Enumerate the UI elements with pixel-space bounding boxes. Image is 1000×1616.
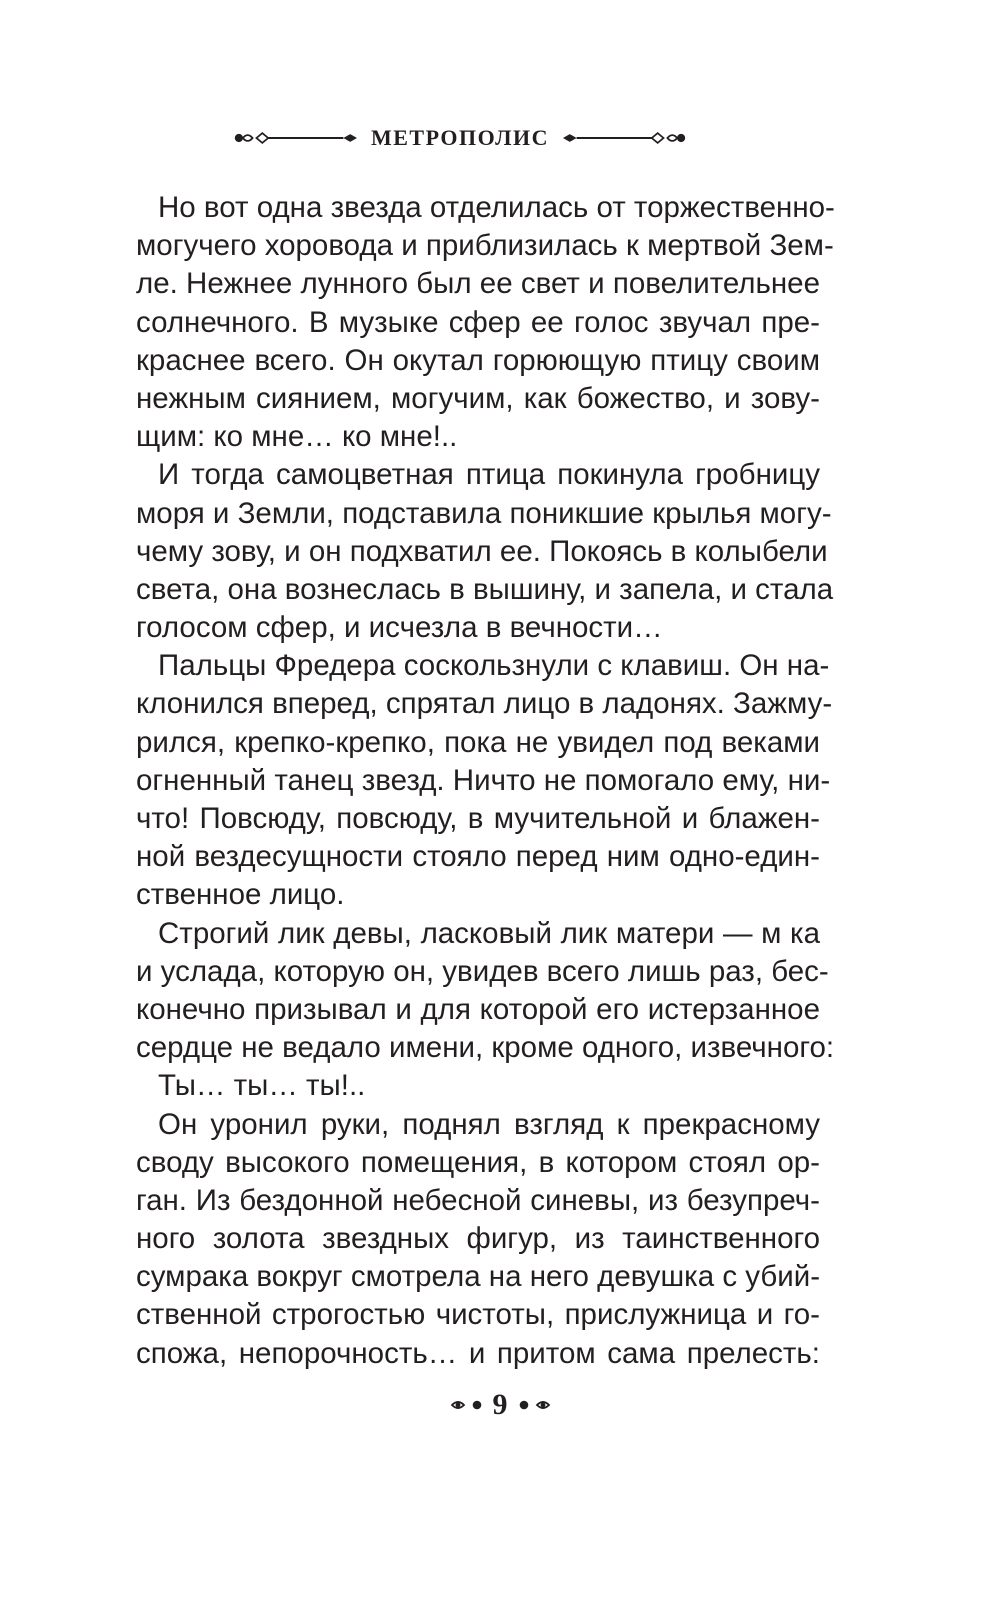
text-line: Пальцы Фредера соскользнули с клавиш. Он на-	[158, 649, 830, 683]
left-ornament-icon	[234, 127, 359, 149]
text-line: Строгий лик девы, ласковый лик матери — м ка	[158, 916, 820, 950]
text-line: Ты… ты… ты!..	[158, 1069, 366, 1103]
text-line: Он уронил руки, поднял взгляд к прекрасному	[158, 1107, 820, 1141]
text-line: чему зову, и он подхватил ее. Покоясь в колыбели	[136, 534, 828, 568]
text-line: солнечного. В музыке сфер ее голос звучал пре-	[136, 305, 820, 339]
right-ornament-icon	[561, 127, 686, 149]
text-line: краснее всего. Он окутал горюющую птицу своим	[136, 343, 820, 377]
running-header	[234, 118, 686, 158]
body-text	[136, 189, 835, 1373]
text-line: сердце не ведало имени, кроме одного, извечного:	[136, 1031, 835, 1065]
text-line: рился, крепко-крепко, пока не увидел под веками	[136, 725, 820, 759]
text-line: и услада, которую он, увидев всего лишь раз, бес-	[136, 954, 829, 988]
text-line: конечно призывал и для которой его истерзанное	[136, 992, 820, 1026]
text-line: щим: ко мне… ко мне!..	[136, 420, 458, 454]
text-line: своду высокого помещения, в котором стоял ор-	[136, 1145, 820, 1179]
text-line: нежным сиянием, могучим, как божество, и зову-	[136, 381, 820, 415]
text-line: ле. Нежнее лунного был ее свет и повелительнее	[136, 267, 820, 301]
text-line: клонился вперед, спрятал лицо в ладонях. Зажму-	[136, 687, 833, 721]
page-footer	[400, 1385, 600, 1425]
text-line: моря и Земли, подставила поникшие крылья могу-	[136, 496, 832, 530]
text-line: ного золота звездных фигур, из таинственного	[136, 1222, 820, 1256]
text-line: ган. Из бездонной небесной синевы, из безупреч-	[136, 1183, 820, 1217]
left-footer-ornament-icon	[450, 1397, 484, 1413]
page-number: 9	[492, 1388, 508, 1421]
text-line: света, она вознеслась в вышину, и запела, и стала	[136, 572, 834, 606]
right-footer-ornament-icon	[517, 1397, 551, 1413]
text-line: голосом сфер, и исчезла в вечности…	[136, 611, 663, 645]
text-line: огненный танец звезд. Ничто не помогало ему, ни-	[136, 763, 831, 797]
text-line: сумрака вокруг смотрела на него девушка с убий-	[136, 1260, 821, 1294]
text-line: Но вот одна звезда отделилась от торжественно-	[158, 191, 835, 224]
text-line: спожа, непорочность… и притом сама прелесть:	[136, 1336, 820, 1370]
text-line: могучего хоровода и приблизилась к мертвой Зем-	[136, 229, 834, 263]
text-line: И тогда самоцветная птица покинула гробницу	[158, 458, 820, 492]
text-line: ственной строгостью чистоты, прислужница и го-	[136, 1298, 820, 1332]
text-line: ной вездесущности стояло перед ним одно-един-	[136, 840, 820, 874]
text-line: ственное лицо.	[136, 878, 345, 912]
running-title: МЕТРОПОЛИС	[370, 125, 550, 150]
text-line: что! Повсюду, повсюду, в мучительной и блажен-	[136, 802, 820, 835]
